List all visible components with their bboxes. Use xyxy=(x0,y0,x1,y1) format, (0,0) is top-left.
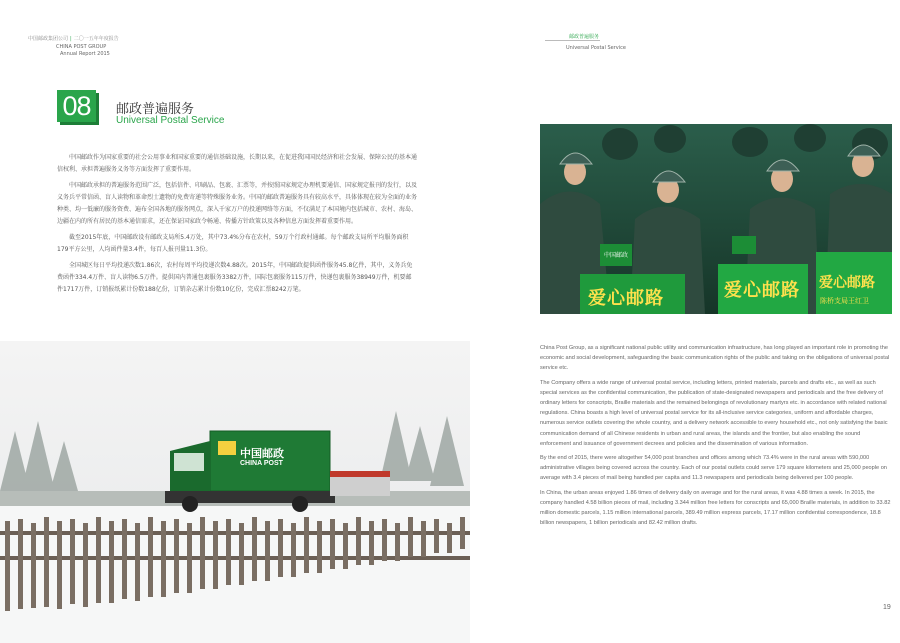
en-paragraph: China Post Group, as a significant national public utility and communication infrastructure, has long played an important role in promoting the economic and social development, safeguarding the basic communication rights of the public and taking on the obligations of universal postal service etc. xyxy=(540,345,890,372)
zh-paragraph: 全国城区每日平均投递次数1.86次，农村每周平均投递次数4.88次。2015年，中国邮政提供函件服务45.8亿件，其中，义务兵免费函件334.4万件、盲人读物6.5万件。提供国内普通包裹服务3382万件，国际包裹服务115万件，快递包裹服务38949万件，机要邮件1717万件，订销报纸累计份数188亿份，订销杂志累计份数10亿份，完成汇票8242万笔。 xyxy=(57,262,413,293)
header-company-en: CHINA POST GROUP xyxy=(56,44,107,50)
en-paragraph: By the end of 2015, there were altogether 54,000 post branches and offices among which 73.4% were in the rural areas with 590,000 administrative villages being covered across the country. Each of our postal outlets could serve 179 square kilometers and 25,000 people on average with 3.4 pieces of mail being handled per capita and 11.3 newspapers and periodicals being delivered per 100 people. xyxy=(540,455,887,482)
running-header-left xyxy=(28,35,119,42)
banner-text-middle: 爱心邮路 xyxy=(724,280,800,301)
header-divider xyxy=(545,40,600,41)
running-header-right-zh: 邮政普遍服务 xyxy=(569,34,600,40)
zh-paragraph: 截至2015年底，中国邮政设有邮政支局所5.4万处，其中73.4%分布在农村，59万个行政村通邮。每个邮政支局所平均服务面积179平方公里，人均函件量3.4件，每百人报刊量11.3份。 xyxy=(57,234,409,253)
snow-truck-illustration xyxy=(0,341,470,643)
snow-truck-photo xyxy=(0,341,470,643)
header-separator: | xyxy=(70,36,72,42)
banner-text-left: 爱心邮路 xyxy=(588,288,664,309)
banner-text-right: 爱心邮路 xyxy=(819,275,875,291)
section-title-zh: 邮政普遍服务 xyxy=(116,102,195,117)
section-number-badge: 08 xyxy=(57,90,96,122)
section-title-en: Universal Postal Service xyxy=(116,115,225,126)
page-number: 19 xyxy=(883,604,891,611)
zh-paragraph: 中国邮政作为国家重要的社会公用事业和国家重要的通信基础设施，长期以来，在促进我国国民经济和社会发展、保障公民的基本通信权利、承担普遍服务义务等方面发挥了重要作用。 xyxy=(57,154,418,173)
en-paragraph: In China, the urban areas enjoyed 1.86 times of delivery daily on average and for the rural areas, it was 4.88 times a week. In 2015, the company handled 4.58 billion pieces of mail, including 3.344 million free letters for conscripts and 65,000 Braille materials, in addition to 33.82 million domestic parcels, 1.15 million international parcels, 389.49 million express parcels, 17.17 million confidential correspondence, 18.8 billion newspapers, 1 billion periodicals and 82.42 million drafts. xyxy=(540,489,891,527)
postmen-photo xyxy=(540,124,892,314)
banner-subtitle: 陈桥支局王红卫 xyxy=(820,297,869,305)
running-header-right-en: Universal Postal Service xyxy=(566,45,626,51)
zh-paragraph: 中国邮政承担的普遍服务范围广泛，包括信件、印刷品、包裹、汇票等，并按照国家规定办理机要通信、国家规定报刊的发行，以及义务兵平常信函、盲人读物和革命烈士遗物的免费寄递等特殊服务业务。中国的邮政普遍服务具有较高水平，具体体现在较为全面的业务种类、均一低廉的服务资费、遍布全国各地的服务网点，深入千家万户的投递网络等方面，不仅满足了本国境内包括城市、农村、海岛、边疆在内的所有居民的基本通信需求，还在保证国家政令畅通、传播方针政策以及各种信息方面发挥着重要作用。 xyxy=(57,182,418,225)
header-report-zh: 二〇一五年年度报告 xyxy=(73,36,119,42)
header-report-en: Annual Report 2015 xyxy=(60,51,110,57)
banner-logo-small: 中国邮政 xyxy=(604,252,629,259)
truck-logo-zh: 中国邮政 xyxy=(240,447,284,460)
truck-logo-en: CHINA POST xyxy=(240,460,283,467)
header-company-zh: 中国邮政集团公司 xyxy=(28,36,69,42)
en-paragraph: The Company offers a wide range of universal postal service, including letters, printed materials, parcels and drafts etc., as well as such special services as the confidential communication, the publication of state-designated newspapers and periodicals and the free delivery of ordinary letters for conscripts, Braille materials and the remained belongings of revolutionary martyrs etc. in accordance with related national regulations. China boasts a high level of universal postal service for its all-inclusive service categories, uniform and affordable charges, numerous service outlets covering the whole country, and a delivery network accessible to every household etc., not only satisfying the basic communication demand of all Chinese residents in urban and rural areas, the islands and the frontier, but also enabling the sound enforcement and issuance of government decrees and policies and the dissemination of various information. xyxy=(540,379,888,447)
english-body-text xyxy=(540,343,892,532)
chinese-body-text xyxy=(57,152,417,300)
